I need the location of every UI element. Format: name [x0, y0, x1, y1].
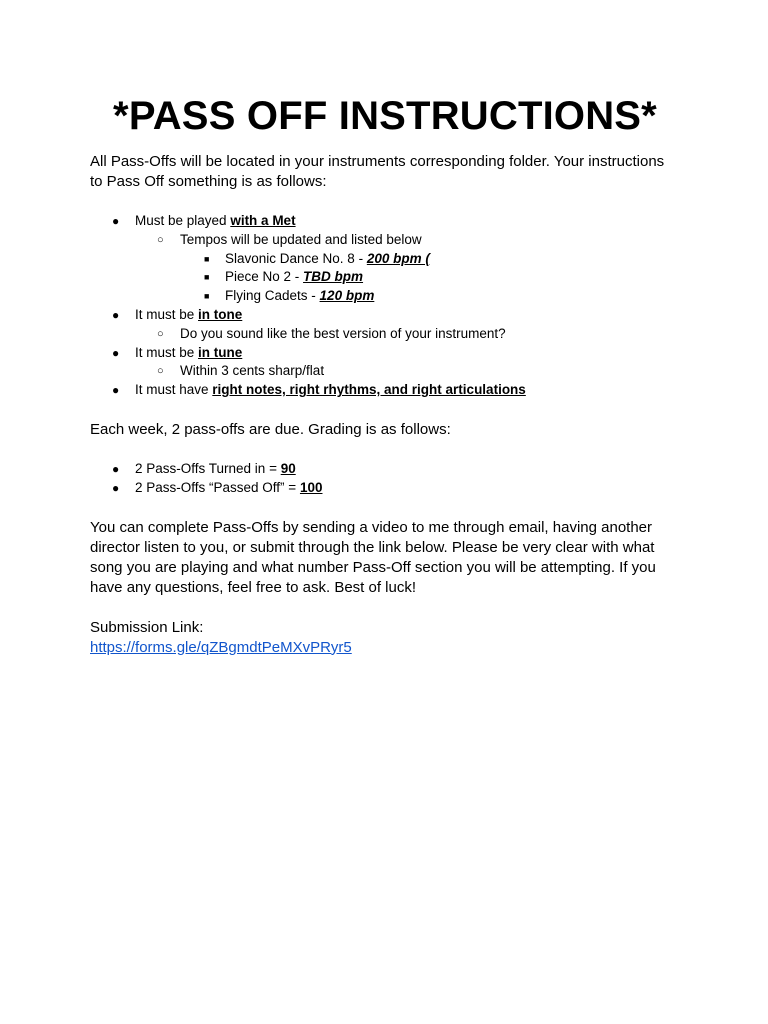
bullet-icon: ●: [112, 383, 120, 398]
intro-paragraph: All Pass-Offs will be located in your instruments corresponding folder. Your instructions to Pass Off something is as follows:: [90, 153, 665, 190]
piece-tempo: TBD bpm: [303, 269, 364, 285]
grading-item: ● 2 Pass-Offs “Passed Off” = 100: [90, 479, 680, 498]
list-item: ● Must be played with a Met ○ Tempos will be updated and listed below ■ Slavonic Dance No. 8 - 200 bpm ( ■ Piece No 2 - TBD bpm ■ Flying Cadets - 120 bpm: [90, 212, 680, 306]
piece-item: ■ Slavonic Dance No. 8 - 200 bpm (: [180, 250, 680, 269]
list-item: ○ Do you sound like the best version of your instrument?: [135, 325, 680, 344]
list-item: ● It must have right notes, right rhythms, and right articulations: [90, 381, 680, 400]
tone-emphasis: in tone: [198, 306, 243, 322]
piece-tempo: 120 bpm: [319, 288, 375, 304]
square-bullet-icon: ■: [204, 253, 210, 264]
list-item: ○ Within 3 cents sharp/flat: [135, 362, 680, 381]
bullet-icon: ●: [112, 214, 120, 228]
notes-emphasis: right notes, right rhythms, and right articulations: [212, 382, 526, 398]
page-title: *PASS OFF INSTRUCTIONS*: [113, 94, 657, 138]
list-item: ○ Tempos will be updated and listed below ■ Slavonic Dance No. 8 - 200 bpm ( ■ Piece No 2 - TBD bpm ■ Flying Cadets - 120 bpm: [135, 231, 680, 306]
grade-value: 100: [299, 479, 323, 495]
list-item: ● It must be in tune ○ Within 3 cents sharp/flat: [90, 344, 680, 382]
submission-label: Submission Link:: [90, 618, 204, 636]
bullet-icon: ●: [112, 345, 120, 360]
document-page: [90, 90, 680, 658]
tempo-sublist: [135, 231, 680, 306]
grading-item: ● 2 Pass-Offs Turned in = 90: [90, 460, 680, 479]
submission-link[interactable]: https://forms.gle/qZBgmdtPeMXvPRyr5: [90, 638, 352, 656]
closing-paragraph: You can complete Pass-Offs by sending a video to me through email, having another director listen to you, or submit through the link below. Please be very clear with what song you are playing and what number Pass-Off section you will be attempting. If you have any questions, feel free to ask. Best of luck!: [90, 518, 656, 596]
bullet-icon: ●: [112, 461, 120, 476]
met-emphasis: with a Met: [230, 213, 296, 228]
circle-bullet-icon: ○: [157, 233, 164, 246]
grading-intro: Each week, 2 pass-offs are due. Grading is as follows:: [90, 420, 451, 438]
circle-bullet-icon: ○: [157, 365, 164, 378]
piece-item: ■ Piece No 2 - TBD bpm: [180, 268, 680, 287]
grade-value: 90: [280, 460, 296, 476]
requirements-list: [90, 212, 680, 400]
circle-bullet-icon: ○: [157, 327, 164, 340]
tune-emphasis: in tune: [198, 344, 243, 360]
square-bullet-icon: ■: [204, 291, 210, 302]
bullet-icon: ●: [112, 307, 120, 322]
square-bullet-icon: ■: [204, 272, 210, 283]
list-item: ● It must be in tone ○ Do you sound like the best version of your instrument?: [90, 306, 680, 344]
bullet-icon: ●: [112, 480, 120, 495]
piece-tempo: 200 bpm (: [366, 250, 430, 266]
piece-item: ■ Flying Cadets - 120 bpm: [180, 287, 680, 306]
grading-list: [90, 460, 680, 498]
pieces-list: [180, 250, 680, 306]
